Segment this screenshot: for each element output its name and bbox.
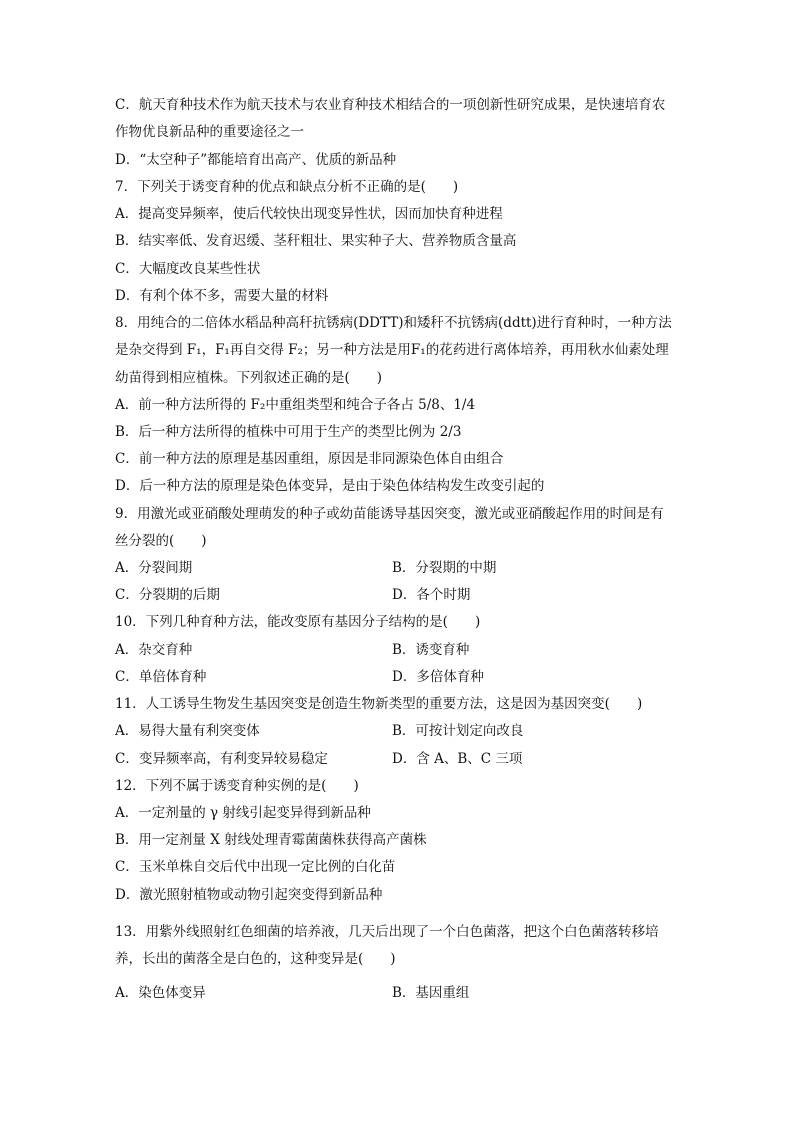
q8-stem-line3: 幼苗得到相应植株。下列叙述正确的是( )	[115, 370, 383, 386]
q9-stem-line1: 9．用激光或亚硝酸处理萌发的种子或幼苗能诱导基因突变，激光或亚硝酸起作用的时间是有	[115, 506, 664, 522]
q7-option-a: A．提高变异频率，使后代较快出现变异性状，因而加快育种进程	[115, 206, 503, 222]
q6-option-c-line2: 作物优良新品种的重要途径之一	[115, 124, 304, 140]
q11-option-a: A．易得大量有利突变体	[115, 723, 260, 739]
q9-option-d: D．各个时期	[392, 587, 471, 603]
q10-option-b: B．诱变育种	[392, 642, 470, 658]
q13-option-b: B．基因重组	[392, 985, 470, 1001]
q12-option-c: C．玉米单株自交后代中出现一定比例的白化苗	[115, 859, 396, 875]
q8-option-a: A．前一种方法所得的 F₂中重组类型和纯合子各占 5/8、1/4	[115, 397, 476, 413]
q8-stem-line1: 8．用纯合的二倍体水稻品种高秆抗锈病(DDTT)和矮秆不抗锈病(ddtt)进行育种时，一种方法	[115, 315, 672, 331]
q7-option-b: B．结实率低、发育迟缓、茎秆粗壮、果实种子大、营养物质含量高	[115, 233, 517, 249]
q6-option-c-line1: C．航天育种技术作为航天技术与农业育种技术相结合的一项创新性研究成果，是快速培育农	[115, 97, 666, 113]
q10-option-c: C．单倍体育种	[115, 669, 207, 685]
q13-option-a: A．染色体变异	[115, 985, 206, 1001]
q9-option-c: C．分裂期的后期	[115, 587, 220, 603]
q11-option-b: B．可按计划定向改良	[392, 723, 524, 739]
q12-stem: 12．下列不属于诱变育种实例的是( )	[115, 778, 359, 794]
q11-option-d: D．含 A、B、C 三项	[392, 751, 523, 767]
q7-option-d: D．有利个体不多，需要大量的材料	[115, 288, 329, 304]
q8-option-b: B．后一种方法所得的植株中可用于生产的类型比例为 2/3	[115, 424, 462, 440]
q10-option-a: A．杂交育种	[115, 642, 193, 658]
q6-option-d: D．“太空种子”都能培育出高产、优质的新品种	[115, 152, 397, 168]
q12-option-d: D．激光照射植物或动物引起突变得到新品种	[115, 887, 383, 903]
q12-option-a: A．一定剂量的 γ 射线引起变异得到新品种	[115, 805, 371, 821]
q7-option-c: C．大幅度改良某些性状	[115, 261, 261, 277]
q7-stem: 7．下列关于诱变育种的优点和缺点分析不正确的是( )	[115, 179, 459, 195]
q11-option-c: C．变异频率高，有利变异较易稳定	[115, 751, 328, 767]
q13-stem-line1: 13．用紫外线照射红色细菌的培养液，几天后出现了一个白色菌落，把这个白色菌落转移培	[115, 924, 659, 940]
q8-option-d: D．后一种方法的原理是染色体变异，是由于染色体结构发生改变引起的	[115, 478, 545, 494]
q9-option-b: B．分裂期的中期	[392, 560, 497, 576]
q13-stem-line2: 养，长出的菌落全是白色的，这种变异是( )	[115, 951, 396, 967]
q8-stem-line2: 是杂交得到 F₁，F₁再自交得 F₂；另一种方法是用F₁的花药进行离体培养，再用秋水仙素处理	[115, 342, 669, 358]
q9-option-a: A．分裂间期	[115, 560, 193, 576]
q12-option-b: B．用一定剂量 X 射线处理青霉菌菌株获得高产菌株	[115, 832, 427, 848]
q10-option-d: D．多倍体育种	[392, 669, 484, 685]
q9-stem-line2: 丝分裂的( )	[115, 533, 207, 549]
q11-stem: 11．人工诱导生物发生基因突变是创造生物新类型的重要方法，这是因为基因突变( )	[115, 696, 643, 712]
q10-stem: 10．下列几种育种方法，能改变原有基因分子结构的是( )	[115, 614, 481, 630]
q8-option-c: C．前一种方法的原理是基因重组，原因是非同源染色体自由组合	[115, 451, 504, 467]
